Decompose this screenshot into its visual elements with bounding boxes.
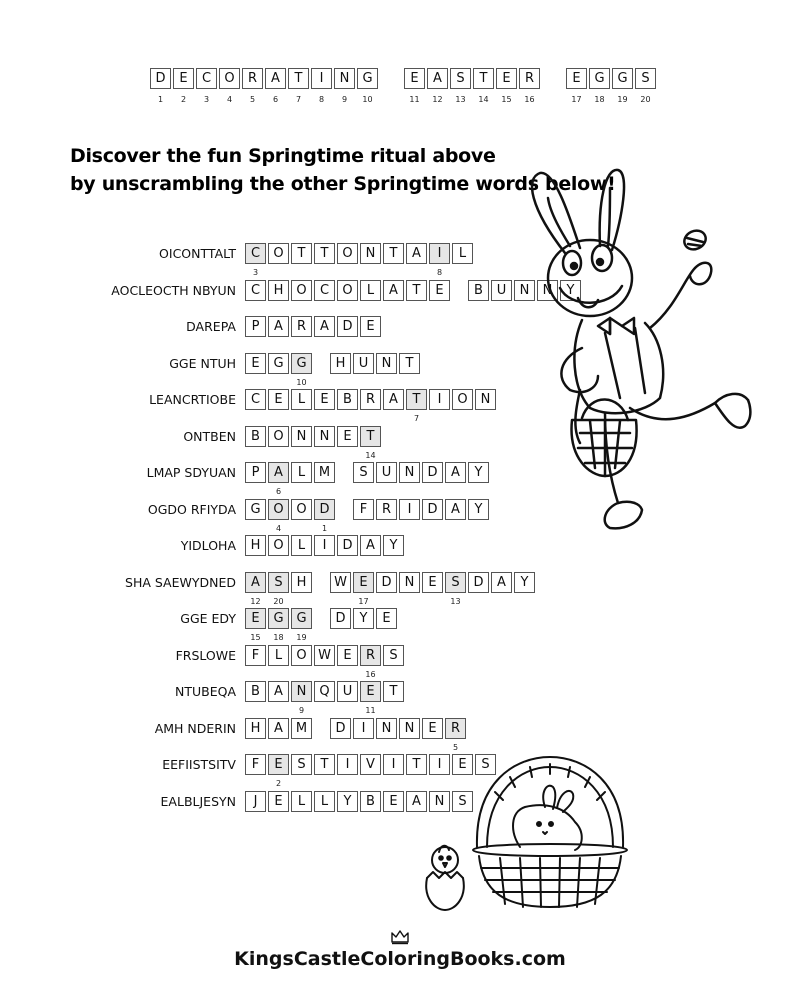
answer-number: 18: [594, 95, 605, 104]
scrambled-word: SHA SAEWYDNED: [125, 575, 236, 590]
answer-tile: R: [360, 389, 381, 410]
answer-number: 16: [524, 95, 535, 104]
answer-tile: H: [245, 535, 266, 556]
headline-line-2: by unscrambling the other Springtime words below!: [70, 173, 616, 195]
answer-tile: Q: [314, 681, 335, 702]
crown-icon: [390, 929, 410, 945]
answer-tile: N: [537, 280, 558, 301]
answer-tile: D: [422, 462, 443, 483]
answer-tile: B: [245, 681, 266, 702]
answer-tile: N: [399, 572, 420, 593]
answer-tile: D: [330, 718, 351, 739]
answer-tile: I: [383, 754, 404, 775]
scrambled-word: AMH NDERIN: [154, 721, 236, 736]
answer-tile: A: [360, 535, 381, 556]
answer-tile-highlighted: T: [406, 389, 427, 410]
answer-tile: O: [452, 389, 473, 410]
clue-number: 11: [365, 706, 376, 715]
answer-tile: W: [314, 645, 335, 666]
answer-tile-highlighted: N: [291, 681, 312, 702]
answer-tile: A: [406, 791, 427, 812]
answer-tile: O: [268, 243, 289, 264]
clue-number: 15: [250, 633, 261, 642]
answer-tile-highlighted: G: [268, 608, 289, 629]
clue-number: 12: [250, 597, 261, 606]
answer-tile: U: [491, 280, 512, 301]
answer-letter-tile: E: [404, 68, 425, 89]
answer-tile: A: [268, 681, 289, 702]
answer-tile: I: [429, 389, 450, 410]
answer-tile: U: [376, 462, 397, 483]
answer-tile: S: [452, 791, 473, 812]
answer-tile-highlighted: I: [429, 243, 450, 264]
scrambled-word: EALBLJESYN: [160, 794, 236, 809]
answer-tile: L: [268, 645, 289, 666]
answer-tile: G: [268, 353, 289, 374]
answer-tile: A: [268, 316, 289, 337]
answer-letter-tile: I: [311, 68, 332, 89]
answer-tile: O: [337, 280, 358, 301]
answer-tile: T: [314, 243, 335, 264]
answer-tile: N: [314, 426, 335, 447]
scrambled-word: DAREPA: [186, 319, 236, 334]
answer-letter-tile: S: [635, 68, 656, 89]
answer-tile: O: [291, 499, 312, 520]
answer-tile-highlighted: A: [245, 572, 266, 593]
answer-tile: N: [399, 462, 420, 483]
answer-tile: H: [245, 718, 266, 739]
answer-tile-highlighted: E: [268, 754, 289, 775]
answer-tile: Y: [560, 280, 581, 301]
answer-letter-tile: G: [612, 68, 633, 89]
answer-tile: F: [245, 754, 266, 775]
clue-number: 2: [275, 779, 282, 788]
answer-tile: D: [337, 535, 358, 556]
answer-tile: R: [291, 316, 312, 337]
answer-letter-tile: E: [173, 68, 194, 89]
answer-letter-tile: E: [496, 68, 517, 89]
answer-tile: L: [291, 791, 312, 812]
answer-tile-highlighted: E: [245, 608, 266, 629]
answer-tile-highlighted: S: [268, 572, 289, 593]
answer-tile: N: [429, 791, 450, 812]
answer-number: 10: [362, 95, 373, 104]
answer-letter-tile: G: [589, 68, 610, 89]
scrambled-word: FRSLOWE: [175, 648, 236, 663]
answer-tile: S: [383, 645, 404, 666]
answer-tile: L: [314, 791, 335, 812]
answer-tile: S: [353, 462, 374, 483]
answer-tile-highlighted: R: [360, 645, 381, 666]
answer-tile-highlighted: T: [360, 426, 381, 447]
answer-tile: L: [452, 243, 473, 264]
answer-tile: I: [353, 718, 374, 739]
answer-tile-highlighted: A: [268, 462, 289, 483]
answer-tile: E: [268, 791, 289, 812]
answer-tile: T: [383, 681, 404, 702]
answer-number: 12: [432, 95, 443, 104]
answer-tile: O: [291, 645, 312, 666]
answer-tile-highlighted: E: [360, 681, 381, 702]
answer-tile: M: [314, 462, 335, 483]
answer-tile: U: [337, 681, 358, 702]
answer-tile: E: [268, 389, 289, 410]
answer-tile: N: [399, 718, 420, 739]
answer-tile: E: [337, 645, 358, 666]
answer-tile: V: [360, 754, 381, 775]
answer-number: 11: [409, 95, 420, 104]
answer-phrase: [0, 68, 800, 118]
answer-number: 15: [501, 95, 512, 104]
answer-tile: O: [337, 243, 358, 264]
clue-number: 18: [273, 633, 284, 642]
answer-tile: G: [245, 499, 266, 520]
answer-tile: A: [314, 316, 335, 337]
answer-tile: L: [291, 535, 312, 556]
answer-tile: E: [422, 572, 443, 593]
answer-tile: M: [291, 718, 312, 739]
clue-number: 14: [365, 451, 376, 460]
answer-tile: E: [383, 791, 404, 812]
scrambled-word: GGE NTUH: [169, 356, 236, 371]
answer-tile: Y: [337, 791, 358, 812]
answer-tile: D: [337, 316, 358, 337]
answer-number: 14: [478, 95, 489, 104]
answer-tile: C: [245, 280, 266, 301]
answer-letter-tile: D: [150, 68, 171, 89]
answer-tile: C: [314, 280, 335, 301]
answer-tile: E: [429, 280, 450, 301]
answer-tile: E: [452, 754, 473, 775]
clue-number: 9: [298, 706, 305, 715]
answer-tile-highlighted: R: [445, 718, 466, 739]
answer-tile: E: [245, 353, 266, 374]
answer-tile: T: [399, 353, 420, 374]
answer-number: 2: [180, 95, 187, 104]
answer-tile-highlighted: O: [268, 499, 289, 520]
answer-tile: T: [406, 280, 427, 301]
answer-tile: I: [429, 754, 450, 775]
answer-tile: L: [291, 462, 312, 483]
answer-letter-tile: C: [196, 68, 217, 89]
clue-number: 8: [436, 268, 443, 277]
answer-tile: I: [399, 499, 420, 520]
answer-tile: H: [268, 280, 289, 301]
answer-tile: A: [445, 462, 466, 483]
answer-number: 1: [157, 95, 164, 104]
scrambled-word: OICONTTALT: [159, 246, 236, 261]
scrambled-word: NTUBEQA: [175, 684, 236, 699]
answer-tile: B: [337, 389, 358, 410]
answer-number: 9: [341, 95, 348, 104]
answer-tile: N: [376, 353, 397, 374]
answer-tile: E: [422, 718, 443, 739]
answer-tile: L: [291, 389, 312, 410]
clue-number: 5: [452, 743, 459, 752]
clue-number: 1: [321, 524, 328, 533]
answer-letter-tile: E: [566, 68, 587, 89]
clue-number: 20: [273, 597, 284, 606]
answer-tile: N: [475, 389, 496, 410]
answer-number: 17: [571, 95, 582, 104]
answer-tile: I: [314, 535, 335, 556]
answer-tile: E: [376, 608, 397, 629]
answer-tile: T: [291, 243, 312, 264]
scrambled-word: ONTBEN: [183, 429, 236, 444]
clue-number: 16: [365, 670, 376, 679]
answer-tile: T: [406, 754, 427, 775]
scrambled-word: LMAP SDYUAN: [146, 465, 236, 480]
answer-tile: B: [468, 280, 489, 301]
answer-tile: N: [360, 243, 381, 264]
answer-tile: D: [376, 572, 397, 593]
footer-website[interactable]: KingsCastleColoringBooks.com: [234, 948, 566, 970]
answer-tile: I: [337, 754, 358, 775]
answer-number: 3: [203, 95, 210, 104]
answer-tile: N: [514, 280, 535, 301]
answer-tile-highlighted: C: [245, 243, 266, 264]
answer-tile: L: [360, 280, 381, 301]
answer-tile: B: [245, 426, 266, 447]
answer-tile: S: [475, 754, 496, 775]
headline-line-1: Discover the fun Springtime ritual above: [70, 145, 496, 167]
answer-tile: A: [383, 389, 404, 410]
clue-number: 6: [275, 487, 282, 496]
answer-tile: A: [383, 280, 404, 301]
answer-letter-tile: O: [219, 68, 240, 89]
answer-tile: D: [330, 608, 351, 629]
answer-tile: Y: [514, 572, 535, 593]
answer-tile: D: [422, 499, 443, 520]
scrambled-word: AOCLEOCTH NBYUN: [111, 283, 236, 298]
answer-number: 13: [455, 95, 466, 104]
running-bunny-illustration: [510, 158, 770, 538]
answer-tile: O: [268, 426, 289, 447]
answer-tile-highlighted: E: [353, 572, 374, 593]
answer-number: 7: [295, 95, 302, 104]
answer-number: 4: [226, 95, 233, 104]
answer-letter-tile: T: [473, 68, 494, 89]
answer-tile: A: [491, 572, 512, 593]
clue-number: 13: [450, 597, 461, 606]
scrambled-word: EEFIISTSITV: [162, 757, 236, 772]
answer-tile: A: [406, 243, 427, 264]
answer-tile: U: [353, 353, 374, 374]
answer-letter-tile: S: [450, 68, 471, 89]
answer-tile: Y: [353, 608, 374, 629]
answer-tile: C: [245, 389, 266, 410]
clue-number: 4: [275, 524, 282, 533]
answer-tile: A: [445, 499, 466, 520]
answer-tile: P: [245, 316, 266, 337]
answer-tile: O: [291, 280, 312, 301]
scrambled-word: OGDO RFIYDA: [147, 502, 236, 517]
answer-letter-tile: R: [519, 68, 540, 89]
answer-letter-tile: A: [427, 68, 448, 89]
answer-number: 20: [640, 95, 651, 104]
answer-tile-highlighted: S: [445, 572, 466, 593]
answer-letter-tile: G: [357, 68, 378, 89]
answer-tile-highlighted: G: [291, 608, 312, 629]
answer-letter-tile: A: [265, 68, 286, 89]
answer-tile: O: [268, 535, 289, 556]
answer-tile: F: [353, 499, 374, 520]
answer-tile: N: [291, 426, 312, 447]
answer-number: 6: [272, 95, 279, 104]
answer-tile: H: [291, 572, 312, 593]
answer-tile: H: [330, 353, 351, 374]
answer-tile: A: [268, 718, 289, 739]
answer-tile: E: [314, 389, 335, 410]
answer-number: 5: [249, 95, 256, 104]
answer-tile: E: [360, 316, 381, 337]
answer-tile: P: [245, 462, 266, 483]
clue-number: 10: [296, 378, 307, 387]
answer-letter-tile: R: [242, 68, 263, 89]
answer-tile: S: [291, 754, 312, 775]
scrambled-word: GGE EDY: [180, 611, 236, 626]
answer-number: 8: [318, 95, 325, 104]
answer-tile: F: [245, 645, 266, 666]
answer-tile: B: [360, 791, 381, 812]
answer-number: 19: [617, 95, 628, 104]
clue-number: 3: [252, 268, 259, 277]
answer-tile: J: [245, 791, 266, 812]
answer-tile-highlighted: G: [291, 353, 312, 374]
answer-tile: Y: [468, 462, 489, 483]
answer-tile-highlighted: D: [314, 499, 335, 520]
answer-tile: R: [376, 499, 397, 520]
answer-tile: E: [337, 426, 358, 447]
clue-number: 19: [296, 633, 307, 642]
answer-letter-tile: T: [288, 68, 309, 89]
clue-number: 17: [358, 597, 369, 606]
bunny-basket-illustration: [465, 752, 635, 912]
answer-tile: T: [314, 754, 335, 775]
answer-tile: Y: [383, 535, 404, 556]
answer-letter-tile: N: [334, 68, 355, 89]
answer-tile: T: [383, 243, 404, 264]
answer-tile: D: [468, 572, 489, 593]
answer-tile: Y: [468, 499, 489, 520]
scrambled-word: LEANCRTIOBE: [149, 392, 236, 407]
answer-tile: W: [330, 572, 351, 593]
clue-number: 7: [413, 414, 420, 423]
scrambled-word: YIDLOHA: [180, 538, 236, 553]
answer-tile: N: [376, 718, 397, 739]
